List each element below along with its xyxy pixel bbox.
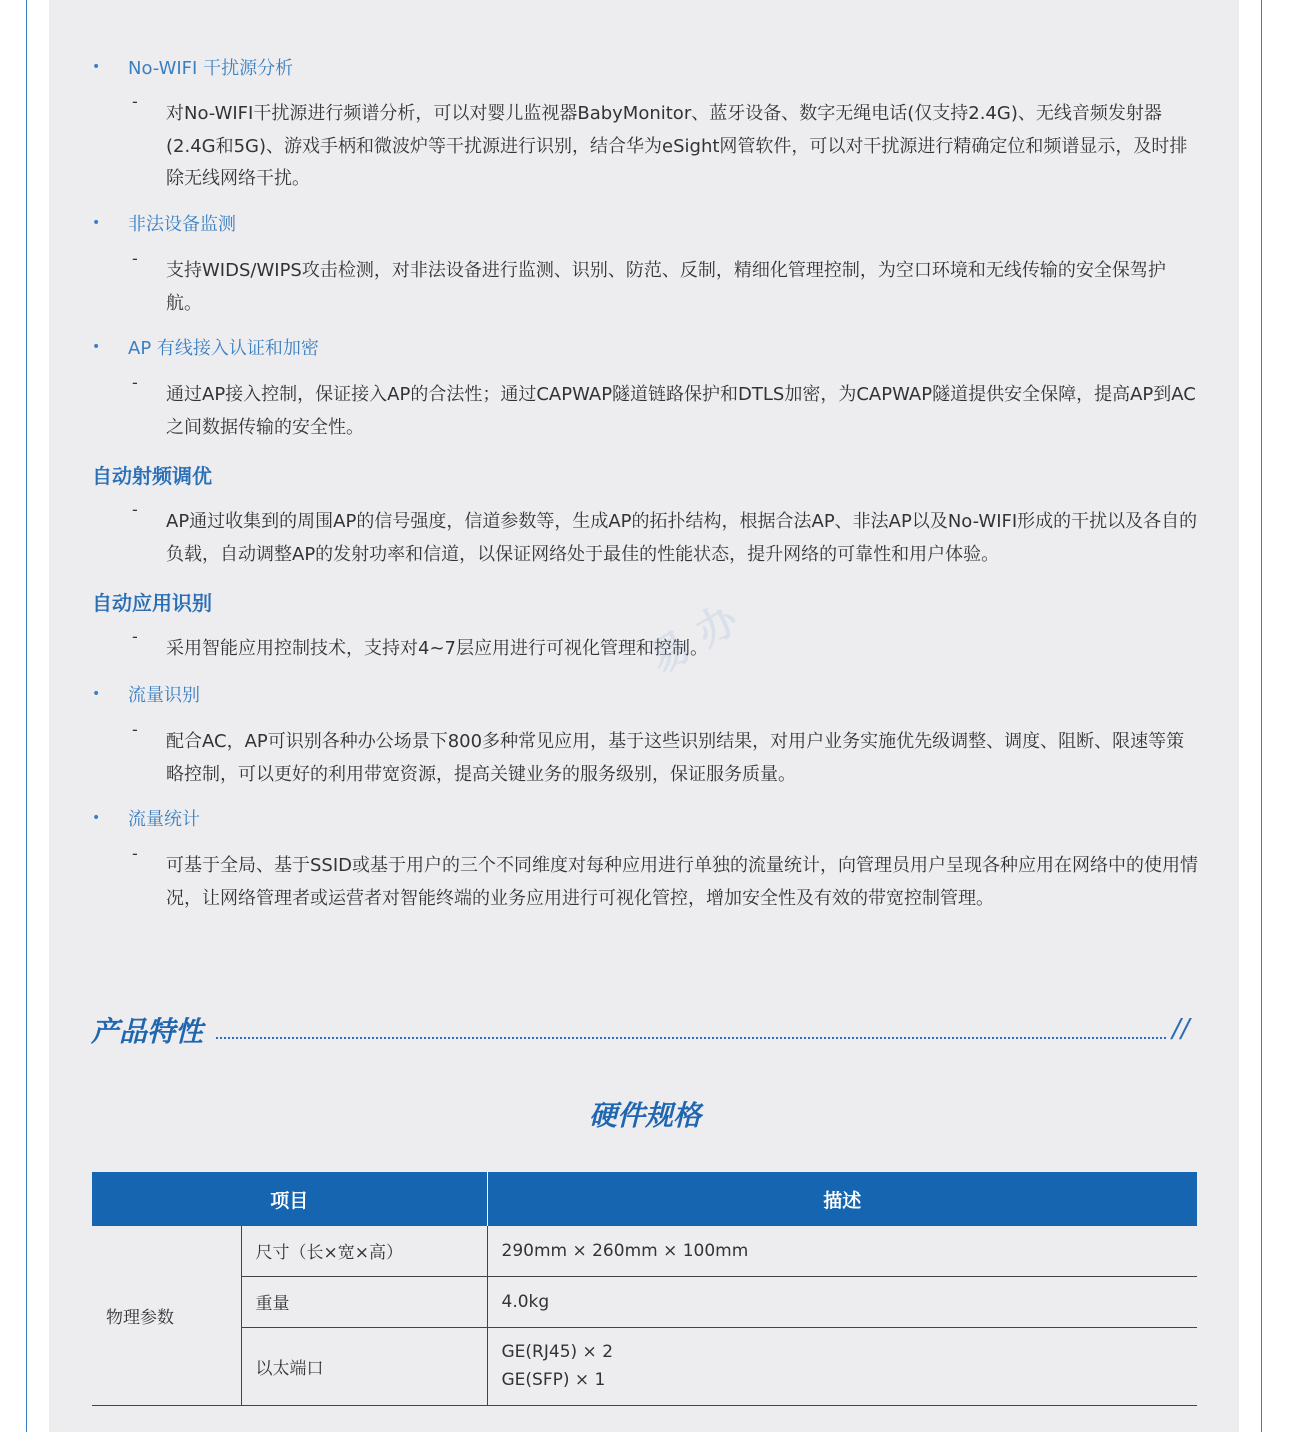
heading-rf-opt: 自动射频调优 [92, 464, 212, 488]
left-frame-line [26, 0, 27, 1432]
dash-marker: - [132, 373, 138, 392]
bullet-dot: • [92, 339, 101, 355]
bullet-traffic-stat [92, 802, 200, 834]
sub-traffic-stat [132, 844, 1200, 915]
bullet-label: No-WIFI 干扰源分析 [128, 58, 294, 79]
bullet-dot: • [92, 686, 101, 702]
table-header-row [92, 1172, 1197, 1226]
spec-table [92, 1172, 1197, 1406]
paragraph: 配合AC，AP可识别各种办公场景下800多种常见应用，基于这些识别结果，对用户业务实施优先级调整、调度、阻断、限速等策略控制，可以更好的利用带宽资源，提高关键业务的服务级别，保证服务质量。 [166, 731, 1185, 785]
table-row [92, 1276, 1197, 1327]
right-frame-line [1261, 0, 1262, 1432]
bullet-traffic-id [92, 678, 200, 710]
dash-marker: - [132, 844, 138, 863]
item-cell: 尺寸（长×宽×高） [241, 1226, 487, 1276]
bullet-label: 非法设备监测 [128, 214, 236, 235]
heading-app-id: 自动应用识别 [92, 591, 212, 615]
desc-cell: 290mm × 260mm × 100mm [487, 1226, 1197, 1276]
dash-marker: - [132, 627, 138, 646]
bullet-dot: • [92, 810, 101, 826]
dash-marker: - [132, 720, 138, 739]
desc-line: GE(SFP) × 1 [501, 1370, 606, 1390]
slash-ornament: // [1172, 1014, 1190, 1044]
sub-traffic-id [132, 720, 1200, 791]
desc-cell [487, 1327, 1197, 1405]
group-cell: 物理参数 [92, 1226, 241, 1405]
section-title: 产品特性 [91, 1015, 204, 1048]
dotted-rule [216, 1037, 1166, 1039]
dash-marker: - [132, 500, 138, 519]
bullet-dot: • [92, 59, 101, 75]
bullet-label: 流量识别 [128, 685, 200, 706]
paragraph: AP通过收集到的周围AP的信号强度，信道参数等，生成AP的拓扑结构，根据合法AP、非法AP以及No-WIFI形成的干扰以及各自的负载，自动调整AP的发射功率和信道，以保证网络处于最佳的性能状态，提升网络的可靠性和用户体验。 [166, 511, 1198, 565]
header-item: 项目 [92, 1172, 487, 1226]
paragraph: 采用智能应用控制技术，支持对4~7层应用进行可视化管理和控制。 [166, 638, 708, 659]
table-row [92, 1327, 1197, 1405]
sub-ap-auth [132, 373, 1200, 444]
item-cell: 以太端口 [241, 1327, 487, 1405]
table-title: 硬件规格 [588, 1099, 701, 1132]
bullet-label: AP 有线接入认证和加密 [128, 338, 319, 359]
item-cell: 重量 [241, 1276, 487, 1327]
dash-marker: - [132, 249, 138, 268]
bullet-dot: • [92, 215, 101, 231]
paragraph: 通过AP接入控制，保证接入AP的合法性；通过CAPWAP隧道链路保护和DTLS加密，为CAPWAP隧道提供安全保障，提高AP到AC之间数据传输的安全性。 [166, 384, 1196, 438]
paragraph: 可基于全局、基于SSID或基于用户的三个不同维度对每种应用进行单独的流量统计，向管理员用户呈现各种应用在网络中的使用情况，让网络管理者或运营者对智能终端的业务应用进行可视化管控，增加安全性及有效的带宽控制管理。 [166, 855, 1199, 909]
bullet-ap-auth [92, 331, 319, 363]
desc-cell: 4.0kg [487, 1276, 1197, 1327]
header-desc: 描述 [487, 1172, 1197, 1226]
bullet-label: 流量统计 [128, 809, 200, 830]
paragraph: 支持WIDS/WIPS攻击检测，对非法设备进行监测、识别、防范、反制，精细化管理控制，为空口环境和无线传输的安全保驾护航。 [166, 260, 1166, 314]
sub-illegal [132, 249, 1200, 320]
dash-marker: - [132, 92, 138, 111]
sub-nowifi [132, 92, 1200, 196]
table-row [92, 1226, 1197, 1276]
bullet-illegal [92, 207, 236, 239]
paragraph: 对No-WIFI干扰源进行频谱分析，可以对婴儿监视器BabyMonitor、蓝牙设备、数字无绳电话(仅支持2.4G)、无线音频发射器(2.4G和5G)、游戏手柄和微波炉等干扰源进行识别，结合华为eSight网管软件，可以对干扰源进行精确定位和频谱显示，及时排除无线网络干扰。 [166, 103, 1188, 189]
bullet-nowifi [92, 51, 293, 83]
desc-line: GE(RJ45) × 2 [501, 1342, 614, 1362]
watermark: 易 办 [641, 596, 746, 683]
sub-rf-opt [132, 500, 1200, 571]
